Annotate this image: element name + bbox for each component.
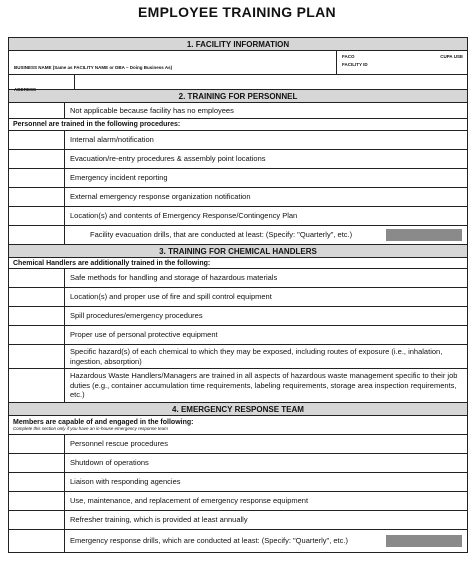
section1-header xyxy=(9,38,467,51)
business-name-label: BUSINESS NAME (Same as FACILITY NAME or DBA – Doing Business As) xyxy=(14,65,173,70)
item-checkbox[interactable] xyxy=(9,169,65,187)
section3-intro xyxy=(9,258,467,269)
item-label: Hazardous Waste Handlers/Managers are trained in all aspects of hazardous waste management specific to their job duties (e.g., container accumulation time requirements, labeling requirements, storage area inspection requirements, etc.) xyxy=(70,371,458,400)
address-row xyxy=(9,75,467,90)
item-checkbox[interactable] xyxy=(9,435,65,453)
response-drills-cell xyxy=(65,530,467,552)
section3-intro-text: Chemical Handlers are additionally trained in the following: xyxy=(13,259,211,267)
section2-intro xyxy=(9,119,467,131)
item-label: Specific hazard(s) of each chemical to which they may be exposed, including routes of exposure (i.e., inhalation, ingestion, absorption) xyxy=(70,347,443,366)
list-item xyxy=(9,150,467,169)
facility-id-label: FACILITY ID xyxy=(342,62,368,67)
frequency-input[interactable] xyxy=(386,229,462,241)
faco-label: FACO xyxy=(342,54,355,59)
section2-header xyxy=(9,90,467,103)
item-label: Emergency response drills, which are conducted at least: (Specify: "Quarterly", etc.) xyxy=(70,536,348,546)
item-label: Refresher training, which is provided at least annually xyxy=(70,515,248,525)
training-form xyxy=(8,37,468,553)
section3-title: 3. TRAINING FOR CHEMICAL HANDLERS xyxy=(159,246,317,256)
item-checkbox[interactable] xyxy=(9,530,65,552)
address-label-cell xyxy=(9,75,75,92)
list-item xyxy=(9,369,467,403)
section2-intro-text: Personnel are trained in the following procedures: xyxy=(13,121,181,128)
item-checkbox[interactable] xyxy=(9,269,65,287)
list-item xyxy=(9,326,467,345)
list-item xyxy=(9,288,467,307)
section4-header xyxy=(9,403,467,416)
item-label: Shutdown of operations xyxy=(70,458,149,468)
item-checkbox[interactable] xyxy=(9,226,65,244)
item-label: Proper use of personal protective equipment xyxy=(70,330,218,340)
item-label: Use, maintenance, and replacement of emergency response equipment xyxy=(70,496,309,506)
list-item xyxy=(9,188,467,207)
facility-id-field[interactable] xyxy=(337,51,467,74)
item-checkbox[interactable] xyxy=(9,307,65,325)
list-item xyxy=(9,345,467,369)
item-checkbox[interactable] xyxy=(9,188,65,206)
section4-title: 4. EMERGENCY RESPONSE TEAM xyxy=(172,404,304,414)
item-checkbox[interactable] xyxy=(9,288,65,306)
list-item xyxy=(9,207,467,226)
list-item xyxy=(9,131,467,150)
page-title: EMPLOYEE TRAINING PLAN xyxy=(138,4,336,20)
item-checkbox[interactable] xyxy=(9,492,65,510)
item-label: Spill procedures/emergency procedures xyxy=(70,311,203,321)
item-label: Location(s) and proper use of fire and spill control equipment xyxy=(70,292,272,302)
item-checkbox[interactable] xyxy=(9,454,65,472)
list-item xyxy=(9,169,467,188)
item-label: Internal alarm/notification xyxy=(70,135,154,145)
not-applicable-label: Not applicable because facility has no employees xyxy=(70,105,234,115)
section3-header xyxy=(9,245,467,258)
item-label: Location(s) and contents of Emergency Response/Contingency Plan xyxy=(70,211,298,221)
address-field[interactable] xyxy=(75,75,467,89)
business-name-field[interactable] xyxy=(9,51,337,74)
business-row xyxy=(9,51,467,75)
list-item xyxy=(9,435,467,454)
list-item xyxy=(9,511,467,530)
item-checkbox[interactable] xyxy=(9,369,65,402)
cupa-use-label: CUPA USE xyxy=(440,54,463,59)
not-applicable-checkbox[interactable] xyxy=(9,103,65,118)
section4-intro xyxy=(9,416,467,435)
item-checkbox[interactable] xyxy=(9,345,65,368)
item-checkbox[interactable] xyxy=(9,131,65,149)
list-item xyxy=(9,530,467,552)
item-checkbox[interactable] xyxy=(9,326,65,344)
item-label: Facility evacuation drills, that are conducted at least: (Specify: "Quarterly", etc.) xyxy=(90,230,353,240)
list-item xyxy=(9,454,467,473)
item-checkbox[interactable] xyxy=(9,473,65,491)
not-applicable-row xyxy=(9,103,467,119)
item-checkbox[interactable] xyxy=(9,150,65,168)
section4-note: Complete this section only if you have an in-house emergency response team xyxy=(13,426,168,431)
list-item xyxy=(9,269,467,288)
item-label: External emergency response organization notification xyxy=(70,192,251,202)
list-item xyxy=(9,492,467,511)
item-label: Liaison with responding agencies xyxy=(70,477,181,487)
evacuation-drills-cell xyxy=(65,226,467,244)
list-item xyxy=(9,226,467,245)
item-label: Safe methods for handling and storage of hazardous materials xyxy=(70,273,278,283)
item-label: Personnel rescue procedures xyxy=(70,439,168,449)
item-label: Emergency incident reporting xyxy=(70,173,168,183)
list-item xyxy=(9,473,467,492)
section1-title: 1. FACILITY INFORMATION xyxy=(186,39,290,49)
item-label: Evacuation/re-entry procedures & assembly point locations xyxy=(70,154,266,164)
frequency-input[interactable] xyxy=(386,535,462,547)
item-checkbox[interactable] xyxy=(9,511,65,529)
list-item xyxy=(9,307,467,326)
item-checkbox[interactable] xyxy=(9,207,65,225)
section4-intro-text: Members are capable of and engaged in the following: xyxy=(13,419,194,426)
section2-title: 2. TRAINING FOR PERSONNEL xyxy=(178,91,298,101)
address-label: ADDRESS xyxy=(14,87,37,92)
